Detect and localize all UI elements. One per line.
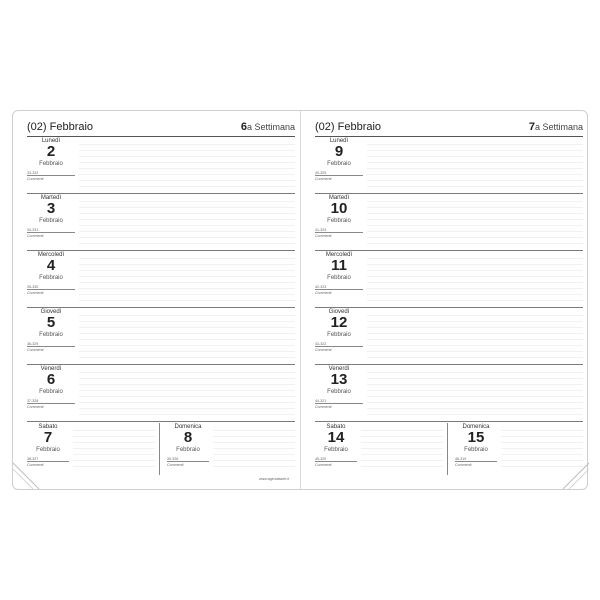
weekend-block bbox=[315, 423, 583, 479]
writing-lines[interactable] bbox=[367, 196, 583, 244]
day-number: 12 bbox=[330, 314, 348, 331]
day-number: 3 bbox=[46, 200, 56, 217]
week-label bbox=[529, 121, 583, 133]
day-name: Sabato bbox=[326, 424, 346, 430]
day-progress: 37-328 bbox=[27, 399, 39, 403]
day-number: 15 bbox=[467, 429, 485, 446]
day-number: 13 bbox=[330, 371, 348, 388]
day-month: Febbraio bbox=[327, 218, 351, 224]
writing-lines[interactable] bbox=[73, 425, 155, 471]
day-divider bbox=[455, 461, 497, 462]
day-comment-label: Commenti bbox=[27, 463, 44, 467]
corner-pocket-icon bbox=[559, 459, 589, 489]
writing-lines[interactable] bbox=[79, 367, 295, 415]
week-number: 6 bbox=[240, 121, 247, 133]
day-month: Febbraio bbox=[327, 389, 351, 395]
day-divider bbox=[27, 175, 75, 176]
sunday-block[interactable] bbox=[167, 423, 295, 479]
day-name: Giovedì bbox=[40, 309, 62, 315]
day-name: Sabato bbox=[38, 424, 58, 430]
day-block[interactable] bbox=[315, 251, 583, 308]
writing-lines[interactable] bbox=[367, 310, 583, 358]
day-divider bbox=[315, 403, 363, 404]
day-name: Domenica bbox=[174, 424, 202, 430]
day-name: Mercoledì bbox=[325, 252, 353, 258]
week-suffix: a bbox=[534, 122, 540, 132]
writing-lines[interactable] bbox=[213, 425, 295, 471]
saturday-block[interactable] bbox=[27, 423, 155, 479]
day-month: Febbraio bbox=[36, 447, 60, 453]
day-divider bbox=[27, 403, 75, 404]
day-name: Martedì bbox=[328, 195, 350, 201]
day-name: Domenica bbox=[462, 424, 490, 430]
day-divider bbox=[315, 289, 363, 290]
day-comment-label: Commenti bbox=[27, 291, 44, 295]
day-comment-label: Commenti bbox=[315, 463, 332, 467]
day-block[interactable] bbox=[27, 251, 295, 308]
day-progress: 44-321 bbox=[315, 399, 327, 403]
month-title: (02) Febbraio bbox=[315, 121, 382, 133]
week-word: Settimana bbox=[542, 122, 583, 132]
day-comment-label: Commenti bbox=[27, 177, 44, 181]
day-comment-label: Commenti bbox=[27, 405, 44, 409]
day-name: Venerdì bbox=[40, 366, 62, 372]
day-name: Mercoledì bbox=[37, 252, 65, 258]
weekend-divider bbox=[159, 423, 160, 475]
day-block[interactable] bbox=[315, 137, 583, 194]
month-title: (02) Febbraio bbox=[27, 121, 94, 133]
week-suffix: a bbox=[246, 122, 252, 132]
day-number: 14 bbox=[327, 429, 345, 446]
day-number: 2 bbox=[46, 143, 56, 160]
day-month: Febbraio bbox=[176, 447, 200, 453]
day-comment-label: Commenti bbox=[455, 463, 472, 467]
day-month: Febbraio bbox=[39, 389, 63, 395]
planner-spread bbox=[12, 110, 588, 490]
day-progress: 38-327 bbox=[27, 457, 39, 461]
day-block[interactable] bbox=[315, 308, 583, 365]
day-month: Febbraio bbox=[327, 275, 351, 281]
day-progress: 34-331 bbox=[27, 228, 39, 232]
writing-lines[interactable] bbox=[367, 367, 583, 415]
writing-lines[interactable] bbox=[79, 139, 295, 187]
day-progress: 42-323 bbox=[315, 285, 327, 289]
writing-lines[interactable] bbox=[79, 196, 295, 244]
saturday-block[interactable] bbox=[315, 423, 443, 479]
day-separator bbox=[315, 421, 583, 422]
day-divider bbox=[315, 232, 363, 233]
day-number: 10 bbox=[330, 200, 348, 217]
day-progress: 35-330 bbox=[27, 285, 39, 289]
day-divider bbox=[167, 461, 209, 462]
day-block[interactable] bbox=[315, 365, 583, 422]
day-comment-label: Commenti bbox=[315, 291, 332, 295]
weekend-block bbox=[27, 423, 295, 479]
day-number: 9 bbox=[334, 143, 344, 160]
day-name: Lunedì bbox=[41, 138, 61, 144]
day-number: 7 bbox=[43, 429, 53, 446]
corner-pocket-icon bbox=[13, 459, 43, 489]
day-month: Febbraio bbox=[39, 218, 63, 224]
day-separator bbox=[27, 421, 295, 422]
day-comment-label: Commenti bbox=[167, 463, 184, 467]
day-month: Febbraio bbox=[324, 447, 348, 453]
week-number: 7 bbox=[528, 121, 535, 133]
day-progress: 40-325 bbox=[315, 171, 327, 175]
day-name: Venerdì bbox=[328, 366, 350, 372]
day-divider bbox=[27, 232, 75, 233]
day-name: Lunedì bbox=[329, 138, 349, 144]
day-comment-label: Commenti bbox=[315, 177, 332, 181]
day-divider bbox=[315, 461, 357, 462]
day-number: 5 bbox=[46, 314, 56, 331]
day-comment-label: Commenti bbox=[315, 348, 332, 352]
day-comment-label: Commenti bbox=[315, 234, 332, 238]
day-progress: 41-324 bbox=[315, 228, 327, 232]
day-progress: 33-332 bbox=[27, 171, 39, 175]
day-month: Febbraio bbox=[39, 332, 63, 338]
day-block[interactable] bbox=[27, 194, 295, 251]
day-month: Febbraio bbox=[39, 275, 63, 281]
writing-lines[interactable] bbox=[367, 139, 583, 187]
day-block[interactable] bbox=[315, 194, 583, 251]
day-progress: 46-319 bbox=[455, 457, 467, 461]
week-word: Settimana bbox=[254, 122, 295, 132]
week-label bbox=[241, 121, 295, 133]
writing-lines[interactable] bbox=[361, 425, 443, 471]
writing-lines[interactable] bbox=[79, 310, 295, 358]
day-divider bbox=[315, 175, 363, 176]
day-number: 4 bbox=[46, 257, 56, 274]
left-page bbox=[13, 111, 301, 489]
day-number: 8 bbox=[183, 429, 193, 446]
day-comment-label: Commenti bbox=[27, 348, 44, 352]
day-progress: 39-326 bbox=[167, 457, 179, 461]
day-month: Febbraio bbox=[327, 332, 351, 338]
day-block[interactable] bbox=[27, 308, 295, 365]
day-month: Febbraio bbox=[39, 161, 63, 167]
weekend-divider bbox=[447, 423, 448, 475]
day-month: Febbraio bbox=[464, 447, 488, 453]
day-progress: 45-320 bbox=[315, 457, 327, 461]
day-divider bbox=[27, 289, 75, 290]
day-number: 6 bbox=[46, 371, 56, 388]
day-name: Giovedì bbox=[328, 309, 350, 315]
day-progress: 36-329 bbox=[27, 342, 39, 346]
writing-lines[interactable] bbox=[79, 253, 295, 301]
day-block[interactable] bbox=[27, 137, 295, 194]
footer-url: www.agendaweb.it bbox=[259, 477, 289, 481]
day-comment-label: Commenti bbox=[27, 234, 44, 238]
day-divider bbox=[27, 346, 75, 347]
day-number: 11 bbox=[331, 257, 347, 274]
day-name: Martedì bbox=[40, 195, 62, 201]
day-month: Febbraio bbox=[327, 161, 351, 167]
writing-lines[interactable] bbox=[367, 253, 583, 301]
day-progress: 43-322 bbox=[315, 342, 327, 346]
day-block[interactable] bbox=[27, 365, 295, 422]
day-comment-label: Commenti bbox=[315, 405, 332, 409]
right-page bbox=[301, 111, 589, 489]
day-divider bbox=[315, 346, 363, 347]
